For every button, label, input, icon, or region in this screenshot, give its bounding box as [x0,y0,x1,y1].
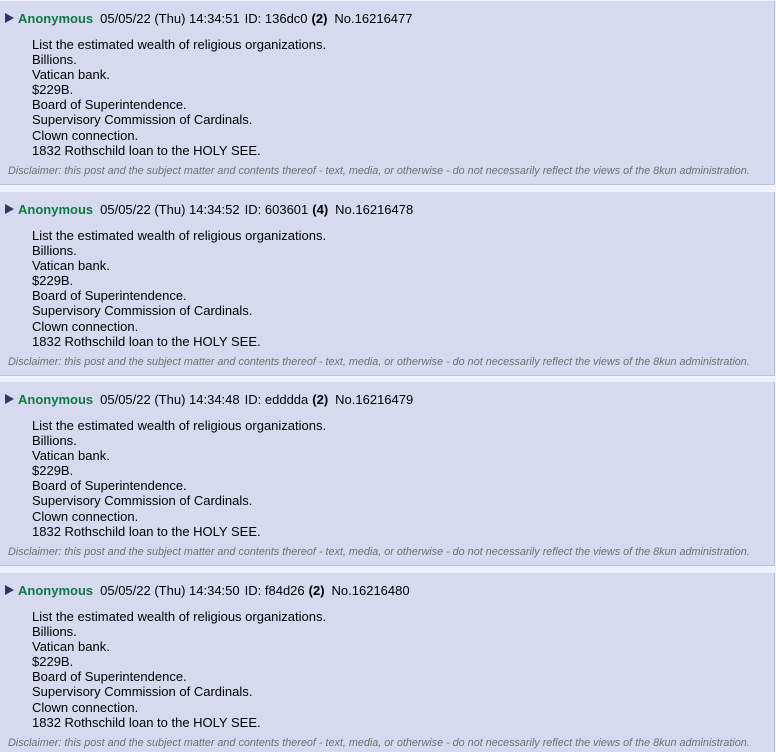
post-datetime[interactable]: 05/05/22 (Thu) 14:34:52 [100,201,240,217]
poster-id-label: ID: [244,10,262,26]
post-disclaimer: Disclaimer: this post and the subject matter and contents thereof - text, media, or otherwise - do not necessarily reflect the views of the 8kun administration. [8,356,750,368]
post-line: Board of Superintendence. [32,97,187,113]
triangle-right-icon[interactable] [5,13,14,23]
post-line: List the estimated wealth of religious organizations. [32,609,327,624]
post-line: Billions. [32,243,77,259]
post-number-link[interactable]: No.16216480 [331,582,410,598]
post-line: Supervisory Commission of Cardinals. [32,684,253,700]
post-line: 1832 Rothschild loan to the HOLY SEE. [32,714,261,730]
post-datetime[interactable]: 05/05/22 (Thu) 14:34:51 [100,10,240,26]
poster-id-count: (2) [308,582,325,598]
post-line: $229B. [32,463,74,479]
post-number-link[interactable]: No.16216478 [335,201,414,217]
post-body [32,37,326,158]
triangle-right-icon[interactable] [5,585,14,595]
post-line: 1832 Rothschild loan to the HOLY SEE. [32,523,261,539]
poster-id-label: ID: [244,391,262,407]
post-line: Board of Superintendence. [32,669,187,685]
poster-id-count: (2) [311,10,328,26]
post-line: Supervisory Commission of Cardinals. [32,112,253,128]
post-number-link[interactable]: No.16216477 [334,10,413,26]
post-body [32,418,326,539]
post-line: $229B. [32,273,74,289]
post-disclaimer: Disclaimer: this post and the subject matter and contents thereof - text, media, or otherwise - do not necessarily reflect the views of the 8kun administration. [8,165,750,177]
post-body [32,609,326,730]
post-line: Supervisory Commission of Cardinals. [32,303,253,319]
post [0,382,775,566]
post-header [5,200,413,218]
post-disclaimer: Disclaimer: this post and the subject matter and contents thereof - text, media, or otherwise - do not necessarily reflect the views of the 8kun administration. [8,737,750,749]
poster-id-value: 603601 [264,201,309,217]
post [0,573,775,752]
post-line: Vatican bank. [32,639,110,655]
post-line: Clown connection. [32,699,139,715]
poster-name[interactable]: Anonymous [18,391,94,407]
post-line: List the estimated wealth of religious organizations. [32,418,327,433]
post-header [5,390,413,408]
poster-id[interactable] [245,11,308,26]
post-line: Clown connection. [32,508,139,524]
poster-id[interactable] [245,583,305,598]
post-line: Billions. [32,433,77,449]
post-line: List the estimated wealth of religious organizations. [32,228,327,243]
poster-id-value: 136dc0 [264,10,308,26]
post-body [32,228,326,349]
post-header [5,581,410,599]
post-disclaimer: Disclaimer: this post and the subject matter and contents thereof - text, media, or otherwise - do not necessarily reflect the views of the 8kun administration. [8,546,750,558]
triangle-right-icon[interactable] [5,204,14,214]
triangle-right-icon[interactable] [5,394,14,404]
poster-id-label: ID: [244,582,262,598]
post-line: $229B. [32,654,74,670]
post-number-link[interactable]: No.16216479 [335,391,414,407]
post-line: $229B. [32,82,74,98]
post-line: 1832 Rothschild loan to the HOLY SEE. [32,333,261,349]
post-line: Vatican bank. [32,258,110,274]
poster-id[interactable] [245,202,309,217]
poster-id-count: (2) [312,391,329,407]
poster-name[interactable]: Anonymous [18,201,94,217]
post-header [5,9,413,27]
poster-id[interactable] [245,392,309,407]
post-line: 1832 Rothschild loan to the HOLY SEE. [32,142,261,158]
poster-name[interactable]: Anonymous [18,582,94,598]
post-datetime[interactable]: 05/05/22 (Thu) 14:34:48 [100,391,240,407]
poster-id-value: f84d26 [264,582,305,598]
post [0,1,775,185]
post-line: Board of Superintendence. [32,288,187,304]
post-line: Clown connection. [32,318,139,334]
post-line: Board of Superintendence. [32,478,187,494]
post-line: List the estimated wealth of religious organizations. [32,37,327,52]
post-line: Vatican bank. [32,448,110,464]
post-datetime[interactable]: 05/05/22 (Thu) 14:34:50 [100,582,240,598]
poster-id-label: ID: [244,201,262,217]
poster-id-count: (4) [312,201,329,217]
poster-name[interactable]: Anonymous [18,10,94,26]
poster-id-value: edddda [264,391,309,407]
post-line: Vatican bank. [32,67,110,83]
post-line: Billions. [32,52,77,68]
post-line: Clown connection. [32,127,139,143]
post-line: Billions. [32,624,77,640]
post [0,192,775,376]
post-line: Supervisory Commission of Cardinals. [32,493,253,509]
